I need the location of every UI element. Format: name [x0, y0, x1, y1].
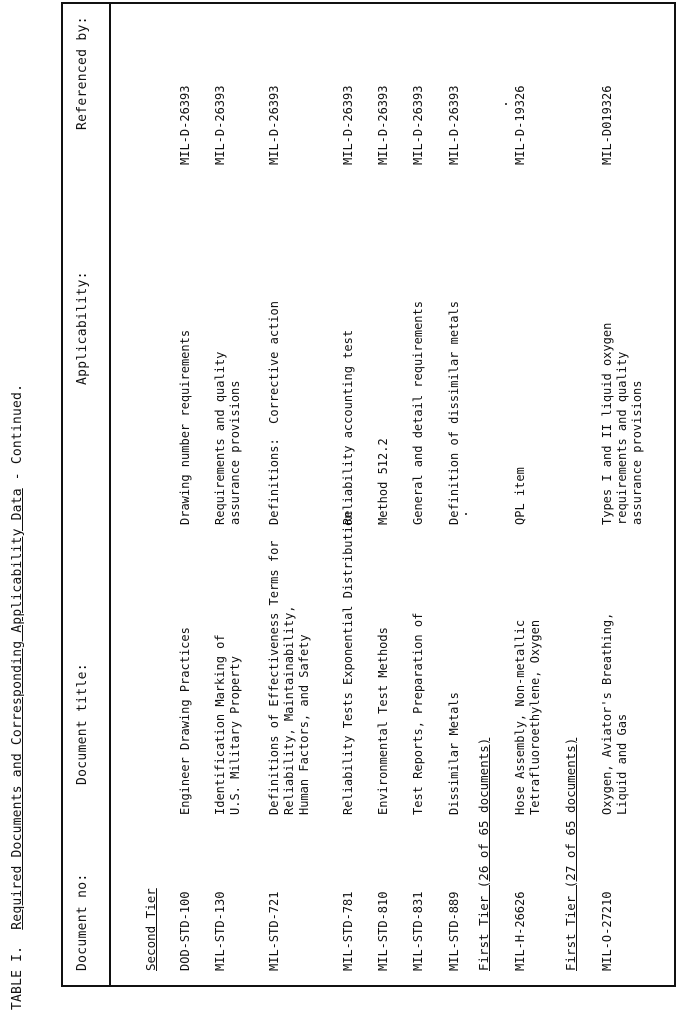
applicability-cell: Requirements and quality assurance provisions: [213, 351, 242, 525]
doc-title-cell: Engineer Drawing Practices: [178, 627, 192, 815]
applicability-cell: Drawing number requirements: [178, 329, 192, 525]
doc-no-cell: MIL-STD-810: [376, 891, 390, 971]
caption-suffix: - Continued.: [10, 383, 25, 481]
doc-no-cell: MIL-H-26626: [513, 891, 527, 971]
doc-no-cell: MIL-STD-831: [411, 891, 425, 971]
tier-heading-first-26: [476, 738, 491, 971]
doc-title-cell: Test Reports, Preparation of: [411, 612, 425, 815]
doc-no-cell: MIL-O-27210: [600, 891, 614, 971]
doc-no-cell: MIL-STD-889: [447, 891, 461, 971]
doc-no-cell: MIL-STD-130: [213, 891, 227, 971]
header-document-no: Document no:: [75, 873, 90, 971]
applicability-cell: General and detail requirements: [411, 301, 425, 525]
header-referenced-by: Referenced by:: [75, 16, 90, 130]
doc-title-cell: Hose Assembly, Non-metallic Tetrafluoroethylene, Oxygen: [513, 619, 542, 815]
referenced-by-cell: MIL-D-26393: [447, 85, 461, 165]
doc-title-cell: Reliability Tests Exponential Distribution: [341, 511, 355, 815]
table-caption-text: [10, 384, 25, 1010]
tier-label-first-27: First Tier (27 of 65 documents): [563, 737, 578, 971]
doc-title-cell: Oxygen, Aviator's Breathing, Liquid and Gas: [600, 612, 629, 815]
caption-title: Required Documents and Corresponding Applicability Data: [10, 488, 25, 930]
tier-heading-second: [143, 888, 158, 971]
referenced-by-cell: MIL-D-26393: [178, 85, 192, 165]
doc-title-cell: Definitions of Effectiveness Terms for Reliability, Maintainability, Human Factors, and Safety: [267, 540, 311, 815]
header-document-title: Document title:: [75, 663, 90, 785]
referenced-by-cell: MIL-D-19326: [513, 85, 527, 165]
applicability-cell: Reliability accounting test: [341, 329, 355, 525]
doc-no-cell: MIL-STD-781: [341, 891, 355, 971]
table-header-row: [63, 2, 111, 985]
documents-table-rotated: [63, 2, 676, 985]
referenced-by-cell: MIL-D-26393: [411, 85, 425, 165]
applicability-cell: Definition of dissimilar metals: [447, 301, 461, 525]
doc-no-cell: MIL-STD-721: [267, 891, 281, 971]
scan-speck: [505, 103, 507, 105]
referenced-by-cell: MIL-D-26393: [213, 85, 227, 165]
referenced-by-cell: MIL-D019326: [600, 85, 614, 165]
referenced-by-cell: MIL-D-26393: [341, 85, 355, 165]
doc-title-cell: Dissimilar Metals: [447, 692, 461, 815]
caption-prefix: TABLE I.: [10, 945, 25, 1010]
doc-title-cell: Identification Marking of U.S. Military Property: [213, 634, 242, 815]
applicability-cell: QPL item: [513, 467, 527, 525]
applicability-cell: Definitions: Corrective action: [267, 301, 281, 525]
header-applicability: Applicability:: [75, 271, 90, 385]
documents-table: [61, 2, 676, 987]
tier-heading-first-27: [563, 738, 578, 971]
applicability-cell: Types I and II liquid oxygen requirements and quality assurance provisions: [600, 322, 644, 525]
tier-label-first-26: First Tier (26 of 65 documents): [476, 737, 491, 971]
doc-title-cell: Environmental Test Methods: [376, 627, 390, 815]
tier-label-second: Second Tier: [143, 888, 158, 971]
scan-speck: [465, 513, 467, 515]
referenced-by-cell: MIL-D-26393: [376, 85, 390, 165]
table-body: [113, 2, 676, 985]
referenced-by-cell: MIL-D-26393: [267, 85, 281, 165]
doc-no-cell: DOD-STD-100: [178, 891, 192, 971]
applicability-cell: Method 512.2: [376, 438, 390, 525]
